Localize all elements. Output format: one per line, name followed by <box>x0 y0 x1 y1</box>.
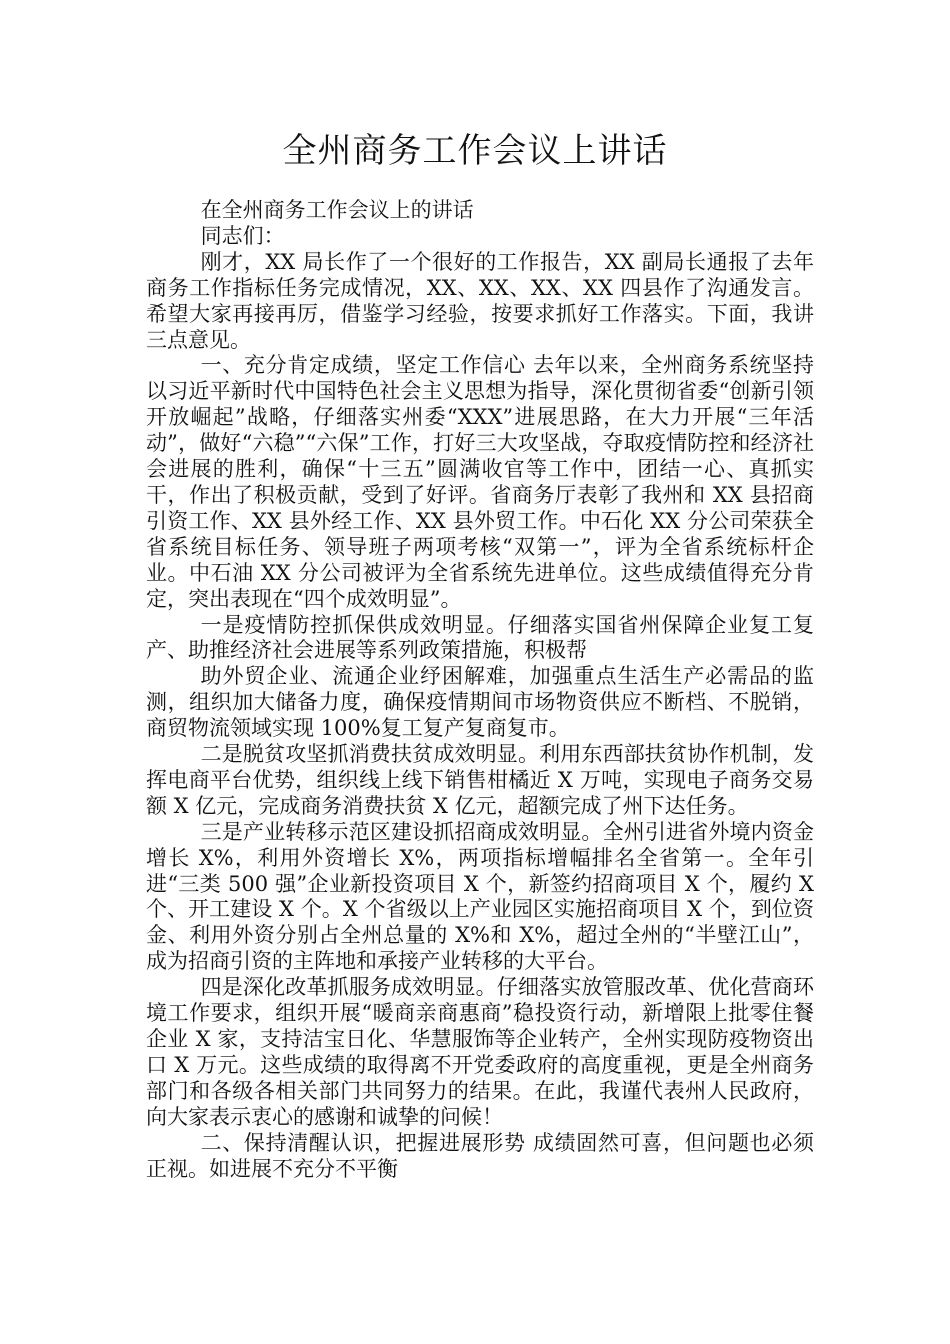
paragraph-reform-service: 四是深化改革抓服务成效明显。仔细落实放管服改革、优化营商环境工作要求，组织开展“暖商亲商惠商”稳投资行动，新增限上批零住餐企业 X 家，支持洁宝日化、华慧服饰等企业转产，全州实现防疫物资出口 X 万元。这些成绩的取得离不开党委政府的高度重视，更是全州商务部门和各级各相关部门共同努力的结果。在此，我谨代表州人民政府，向大家表示衷心的感谢和诚挚的问候！ <box>146 975 814 1129</box>
paragraph-investment-attraction: 三是产业转移示范区建设抓招商成效明显。全州引进省外境内资金增长 X%，利用外资增长 X%，两项指标增幅排名全省第一。全年引进“三类 500 强”企业新投资项目 X 个，新签约招商项目 X 个，履约 X 个、开工建设 X 个。X 个省级以上产业园区实施招商项目 X 个，到位资金、利用外资分别占全州总量的 X%和 X%，超过全州的“半壁江山”，成为招商引资的主阵地和承接产业转移的大平台。 <box>146 819 814 974</box>
paragraph-section-two: 二、保持清醒认识，把握进展形势 成绩固然可喜，但问题也必须正视。如进展不充分不平衡 <box>146 1130 814 1181</box>
paragraph-section-one: 一、充分肯定成绩，坚定工作信心 去年以来，全州商务系统坚持以习近平新时代中国特色社会主义思想为指导，深化贯彻省委“创新引领开放崛起”战略，仔细落实州委“XXX”进展思路，在大力开展“三年活动”，做好“六稳”“六保”工作，打好三大攻坚战，夺取疫情防控和经济社会进展的胜利，确保“十三五”圆满收官等工作中，团结一心、真抓实干，作出了积极贡献，受到了好评。省商务厅表彰了我州和 XX 县招商引资工作、XX 县外经工作、XX 县外贸工作。中石化 XX 分公司荣获全省系统目标任务、领导班子两项考核“双第一”，评为全省系统标杆企业。中石油 XX 分公司被评为全省系统先进单位。这些成绩值得充分肯定，突出表现在“四个成效明显”。 <box>146 353 814 611</box>
speech-heading: 在全州商务工作会议上的讲话 <box>200 198 474 222</box>
paragraph-opening: 刚才，XX 局长作了一个很好的工作报告，XX 副局长通报了去年商务工作指标任务完成情况，XX、XX、XX、XX 四县作了沟通发言。希望大家再接再厉，借鉴学习经验，按要求抓好工作落实。下面，我讲三点意见。 <box>146 249 814 352</box>
paragraph-poverty-alleviation: 二是脱贫攻坚抓消费扶贫成效明显。利用东西部扶贫协作机制，发挥电商平台优势，组织线上线下销售柑橘近 X 万吨，实现电子商务交易额 X 亿元，完成商务消费扶贫 X 亿元，超额完成了州下达任务。 <box>146 742 814 818</box>
paragraph-epidemic-supply-continued: 助外贸企业、流通企业纾困解难，加强重点生活生产必需品的监测，组织加大储备力度，确保疫情期间市场物资供应不断档、不脱销，商贸物流领域实现 100%复工复产复商复市。 <box>146 664 814 741</box>
document-body <box>146 198 814 1182</box>
document-title: 全州商务工作会议上讲话 <box>282 131 668 171</box>
salutation: 同志们： <box>200 223 285 248</box>
paragraph-epidemic-supply: 一是疫情防控抓保供成效明显。仔细落实国省州保障企业复工复产、助推经济社会进展等系列政策措施，积极帮 <box>146 612 814 663</box>
